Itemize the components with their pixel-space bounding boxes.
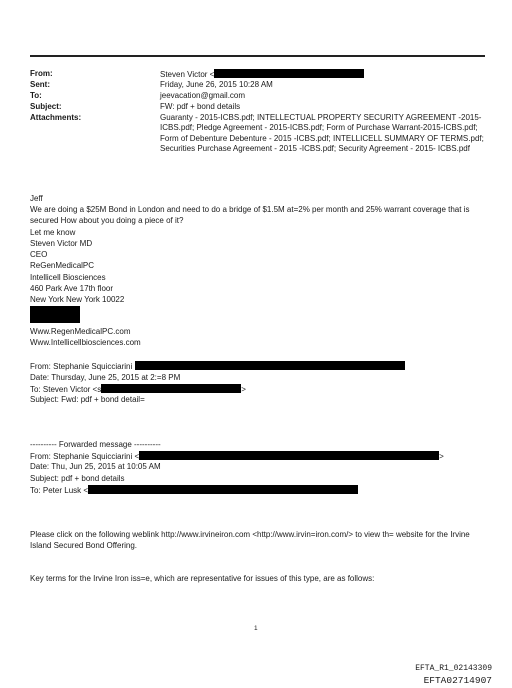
page-number: 1 [254, 625, 258, 632]
fwd2-divider: ---------- Forwarded message ---------- [30, 440, 161, 449]
redaction [88, 485, 358, 494]
footer-ref-2: EFTA02714907 [423, 675, 492, 686]
from-label: From: [30, 69, 53, 78]
subject-label: Subject: [30, 102, 62, 111]
weblink-paragraph: Please click on the following weblink http://www.irvineiron.com <http://www.irvin=iron.com/> to view th= website for the Irvine Island Secured Bond Offering. [30, 530, 470, 550]
fwd2-subject: Subject: pdf + bond details [30, 474, 125, 483]
signature-line: 460 Park Ave 17th floor [30, 284, 114, 293]
fwd1-to [30, 384, 246, 395]
key-terms-paragraph: Key terms for the Irvine Iron iss=e, which are representative for issues of this type, are as follows: [30, 574, 375, 583]
sent-value: Friday, June 26, 2015 10:28 AM [160, 80, 273, 89]
from-value [160, 69, 364, 80]
signature-line: CEO [30, 250, 48, 259]
body-paragraph: We are doing a $25M Bond in London and need to do a bridge of $1.5M at=2% per month and 25% warrant coverage that is secured How about you doing a piece of it? [30, 205, 470, 225]
fwd1-from-text: From: Stephanie Squicciarini [30, 362, 133, 371]
signature-line: ReGenMedicalPC [30, 261, 95, 270]
fwd2-to-text: To: Peter Lusk < [30, 486, 89, 495]
from-text: Steven Victor < [160, 70, 215, 79]
to-value: jeevacation@gmail.com [160, 91, 246, 100]
fwd2-to [30, 485, 358, 496]
fwd1-to-end: > [241, 385, 246, 394]
redaction [214, 69, 364, 78]
signature-line: Intellicell Biosciences [30, 273, 106, 282]
greeting: Jeff [30, 194, 43, 203]
attachments-value: Guaranty - 2015-ICBS.pdf; INTELLECTUAL PROPERTY SECURITY AGREEMENT -2015-ICBS.pdf; Pledge Agreement - 2015-ICBS.pdf; Form of Purchase Warrant-2015-ICBS.pdf; Form of Debenture Debenture - 2015 -ICBS.pdf; INTELLICELL SUMMARY OF TERMS.pdf; Securities Purchase Agreement - 2015 -ICBS.pdf; Security Agreement - 2015- ICBS.pdf [160, 113, 484, 153]
redaction [101, 384, 241, 393]
subject-value: FW: pdf + bond details [160, 102, 241, 111]
redaction [30, 306, 80, 323]
link-regenmedical[interactable]: Www.RegenMedicalPC.com [30, 327, 131, 336]
fwd2-from-end: > [439, 452, 444, 461]
fwd1-date: Date: Thursday, June 25, 2015 at 2:=8 PM [30, 373, 181, 382]
sent-label: Sent: [30, 80, 50, 89]
link-intellicell[interactable]: Www.Intellicellbiosciences.com [30, 338, 141, 347]
fwd1-from [30, 361, 405, 372]
redaction [135, 361, 405, 370]
signature-line: Steven Victor MD [30, 239, 93, 248]
fwd2-from [30, 451, 444, 462]
fwd2-from-text: From: Stephanie Squicciarini < [30, 452, 140, 461]
signature-line: New York New York 10022 [30, 295, 125, 304]
footer-ref-1: EFTA_R1_02143309 [415, 664, 492, 673]
attachments-label: Attachments: [30, 113, 82, 122]
header-rule [30, 55, 485, 57]
fwd2-date: Date: Thu, Jun 25, 2015 at 10:05 AM [30, 462, 161, 471]
fwd1-to-text: To: Steven Victor <s [30, 385, 102, 394]
redaction [139, 451, 439, 460]
signature-line: Let me know [30, 228, 76, 237]
to-label: To: [30, 91, 42, 100]
fwd1-subject: Subject: Fwd: pdf + bond detail= [30, 395, 145, 404]
